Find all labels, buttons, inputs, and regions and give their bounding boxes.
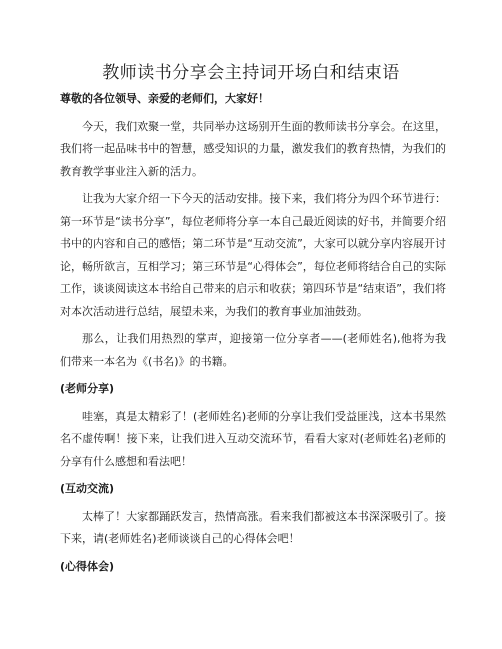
agenda-paragraph: 让我为大家介绍一下今天的活动安排。接下来，我们将分为四个环节进行：第一环节是“读书分享”，每位老师将分享一本自己最近阅读的好书，并简要介绍书中的内容和自己的感悟；第二环节是“互动交流”，大家可以就分享内容展开讨论，畅所欲言，互相学习；第三环节是“心得体会”，每位老师将结合自己的实际工作，谈谈阅读这本书给自己带来的启示和收获；第四环节是“结束语”，我们将对本次活动进行总结，展望未来，为我们的教育事业加油鼓劲。 [60, 192, 446, 318]
section-label-interaction: (互动交流) [60, 482, 115, 495]
first-speaker-paragraph: 那么，让我们用热烈的掌声，迎接第一位分享者——(老师姓名),他将为我们带来一本名为《(书名)》的书籍。 [60, 332, 446, 368]
intro-paragraph: 今天，我们欢聚一堂，共同举办这场别开生面的教师读书分享会。在这里，我们将一起品味书中的智慧，感受知识的力量，激发我们的教育热情，为我们的教育教学事业注入新的活力。 [60, 119, 446, 178]
document-body [60, 88, 446, 583]
after-share-paragraph: 哇塞，真是太精彩了！(老师姓名)老师的分享让我们受益匪浅，这本书果然名不虚传啊！接下来，让我们进入互动交流环节，看看大家对(老师姓名)老师的分享有什么感想和看法吧！ [60, 409, 446, 468]
section-label-reflection: (心得体会) [60, 559, 115, 573]
section-label-teacher-share: (老师分享) [60, 382, 115, 395]
greeting-paragraph: 尊敬的各位领导、亲爱的老师们，大家好！ [60, 92, 269, 105]
after-interaction-paragraph: 太棒了！大家都踊跃发言，热情高涨。看来我们都被这本书深深吸引了。接下来，请(老师姓名)老师谈谈自己的心得体会吧！ [60, 509, 446, 545]
document-title: 教师读书分享会主持词开场白和结束语 [102, 63, 400, 83]
